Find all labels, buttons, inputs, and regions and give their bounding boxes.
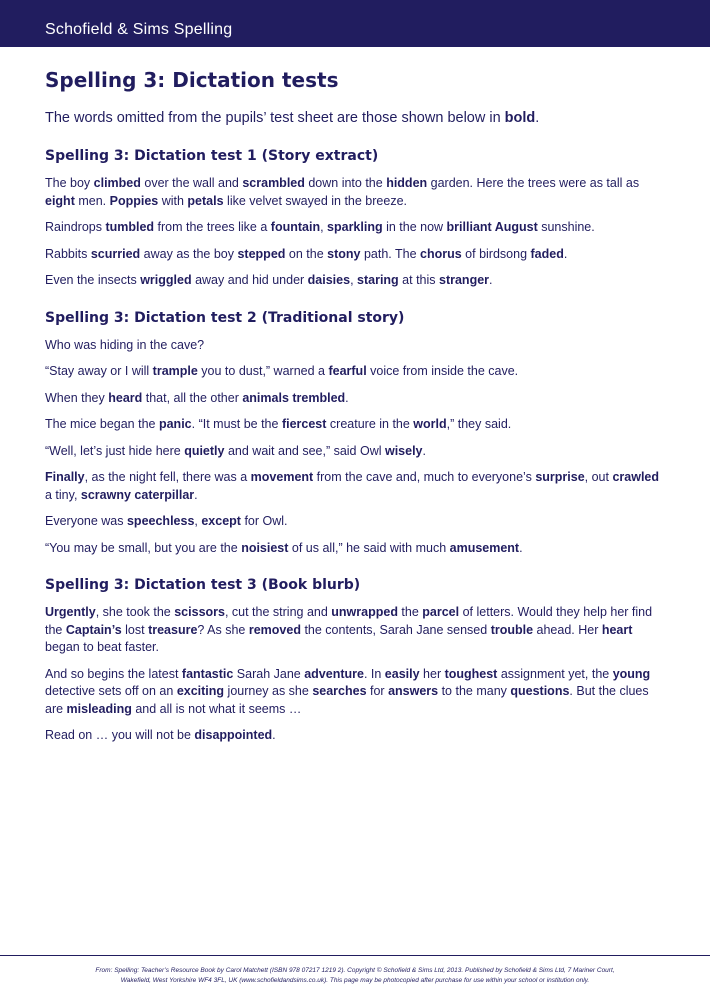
bold-spelling-word: scrambled — [242, 176, 305, 190]
bold-spelling-word: amusement — [449, 540, 520, 555]
bold-spelling-word: fantastic — [181, 666, 234, 681]
bold-spelling-word: movement — [250, 470, 314, 484]
text-run: and wait and see,” said Owl — [224, 443, 385, 458]
text-run: . — [535, 110, 540, 126]
bold-spelling-word: searches — [312, 684, 367, 698]
footer-line-2: Wakefield, West Yorkshire WF4 3FL, UK (www.schofieldandsims.co.uk). This page may be photocopied after purchase for use within your school or institution only. — [120, 977, 590, 984]
bold-spelling-word: brilliant August — [446, 220, 538, 234]
bold-spelling-word: wisely — [384, 443, 423, 458]
text-run: from the trees like a — [154, 220, 271, 234]
text-run: like velvet swayed in the breeze. — [223, 193, 407, 208]
text-run: garden. Here the trees were as tall as — [427, 176, 640, 190]
text-run: with — [158, 193, 188, 208]
footer-line-1: From: Spelling: Teacher’s Resource Book by Carol Matchett (ISBN 978 07217 1219 2). Copyright © Schofield & Sims Ltd, 2013. Published by Schofield & Sims Ltd, 7 Mariner Court, — [95, 967, 615, 974]
bold-spelling-word: disappointed — [194, 728, 273, 742]
bold-spelling-word: bold — [504, 110, 536, 126]
text-run: to the many — [438, 684, 511, 698]
text-run: When they — [45, 390, 109, 405]
bold-spelling-word: daisies — [307, 273, 351, 287]
bold-spelling-word: panic — [158, 417, 192, 431]
bold-spelling-word: stranger — [439, 273, 490, 287]
text-run: in the now — [382, 220, 447, 234]
text-run: , — [320, 220, 328, 234]
text-run: ? As she — [197, 622, 249, 637]
bold-spelling-word: crawled — [612, 470, 660, 484]
dictation-sections — [45, 146, 665, 745]
bold-spelling-word: exciting — [176, 684, 225, 698]
text-run: the — [397, 605, 423, 619]
text-run: Sarah Jane — [233, 666, 305, 681]
bold-spelling-word: Urgently — [45, 605, 96, 619]
text-run: began to beat faster. — [45, 640, 159, 654]
text-run: path. The — [360, 246, 421, 261]
bold-spelling-word: fountain — [270, 220, 321, 234]
bold-spelling-word: petals — [187, 193, 224, 208]
dictation-paragraph — [45, 540, 665, 558]
bold-spelling-word: Poppies — [109, 193, 159, 208]
text-run: you to dust,” warned a — [197, 364, 329, 378]
text-run: for Owl. — [240, 514, 288, 528]
text-run: And so begins the latest — [45, 666, 182, 681]
text-run: of us all,” he said with much — [288, 540, 450, 555]
bold-spelling-word: heart — [601, 622, 633, 637]
dictation-paragraph — [45, 666, 665, 719]
dictation-paragraph — [45, 219, 665, 237]
text-run: The mice began the — [45, 417, 159, 431]
bold-spelling-word: treasure — [148, 622, 198, 637]
bold-spelling-word: sparkling — [327, 220, 383, 234]
dictation-paragraph — [45, 363, 665, 381]
text-run: detective sets off on an — [45, 684, 177, 698]
text-run: ,” they said. — [446, 417, 512, 431]
copyright-footer — [40, 966, 670, 986]
bold-spelling-word: tumbled — [105, 220, 155, 234]
bold-spelling-word: staring — [357, 273, 399, 287]
bold-spelling-word: questions — [510, 684, 570, 698]
bold-spelling-word: quietly — [184, 443, 225, 458]
text-run: assignment yet, the — [497, 666, 613, 681]
text-run: . — [345, 390, 349, 405]
dictation-paragraph — [45, 272, 665, 290]
dictation-paragraph — [45, 175, 665, 210]
text-run: men. — [74, 193, 110, 208]
bold-spelling-word: trample — [152, 364, 198, 378]
text-run: The words omitted from the pupils’ test sheet are those shown below in — [45, 110, 505, 126]
text-run: down into the — [304, 176, 387, 190]
text-run: creature in the — [326, 417, 414, 431]
dictation-paragraph — [45, 416, 665, 434]
text-run: . “It must be the — [191, 417, 282, 431]
bold-spelling-word: unwrapped — [331, 605, 398, 619]
text-run: , — [350, 273, 358, 287]
dictation-paragraph — [45, 469, 665, 504]
text-run: on the — [285, 246, 328, 261]
text-run: from the cave and, much to everyone’s — [313, 470, 536, 484]
text-run: sunshine. — [537, 220, 595, 234]
text-run: The boy — [45, 176, 94, 190]
bold-spelling-word: scrawny caterpillar — [80, 487, 195, 502]
text-run: away and hid under — [191, 273, 308, 287]
bold-spelling-word: climbed — [93, 176, 141, 190]
dictation-paragraph — [45, 246, 665, 264]
text-run: ahead. Her — [533, 622, 602, 637]
dictation-paragraph — [45, 513, 665, 531]
text-run: Rabbits — [45, 246, 91, 261]
bold-spelling-word: stepped — [237, 246, 286, 261]
bold-spelling-word: heard — [108, 390, 143, 405]
bold-spelling-word: misleading — [66, 701, 132, 716]
bold-spelling-word: removed — [248, 622, 301, 637]
text-run: over the wall and — [140, 176, 243, 190]
bold-spelling-word: animals trembled — [242, 390, 346, 405]
text-run: at this — [398, 273, 439, 287]
text-run: lost — [121, 622, 149, 637]
header-bar — [0, 0, 710, 47]
text-run: . — [272, 728, 276, 742]
dictation-paragraph — [45, 727, 665, 745]
dictation-paragraph — [45, 604, 665, 657]
bold-spelling-word: scissors — [174, 605, 225, 619]
bold-spelling-word: speechless — [126, 514, 195, 528]
dictation-paragraph — [45, 390, 665, 408]
text-run: and all is not what it seems … — [131, 701, 302, 716]
bold-spelling-word: stony — [327, 246, 361, 261]
text-run: Who was hiding in the cave? — [45, 337, 205, 352]
text-run: the contents, Sarah Jane sensed — [300, 622, 491, 637]
bold-spelling-word: except — [201, 514, 241, 528]
bold-spelling-word: fiercest — [281, 417, 327, 431]
intro-text — [45, 108, 665, 128]
text-run: Raindrops — [45, 220, 106, 234]
section-heading: Spelling 3: Dictation test 2 (Traditional story) — [45, 309, 405, 326]
text-run: that, all the other — [142, 390, 243, 405]
page-title: Spelling 3: Dictation tests — [45, 68, 339, 92]
text-run: Even the insects — [45, 273, 141, 287]
text-run: . — [194, 487, 198, 502]
text-run: “Well, let’s just hide here — [45, 443, 185, 458]
bold-spelling-word: noisiest — [241, 540, 289, 555]
text-run: Read on … you will not be — [45, 728, 195, 742]
text-run: away as the boy — [140, 246, 238, 261]
text-run: of birdsong — [461, 246, 531, 261]
bold-spelling-word: hidden — [386, 176, 428, 190]
text-run: . — [519, 540, 523, 555]
dictation-paragraph — [45, 443, 665, 461]
bold-spelling-word: adventure — [304, 666, 364, 681]
text-run: , cut the string and — [224, 605, 332, 619]
text-run: . — [422, 443, 426, 458]
bold-spelling-word: surprise — [535, 470, 585, 484]
section-heading: Spelling 3: Dictation test 1 (Story extract) — [45, 148, 379, 164]
text-run: voice from inside the cave. — [366, 364, 519, 378]
section-heading: Spelling 3: Dictation test 3 (Book blurb) — [45, 577, 361, 593]
text-run: . But the clues are — [45, 684, 649, 716]
bold-spelling-word: chorus — [420, 246, 462, 261]
page-content — [45, 66, 665, 754]
bold-spelling-word: easily — [384, 666, 420, 681]
bold-spelling-word: Captain’s — [65, 622, 122, 637]
text-run: . — [489, 273, 493, 287]
publisher-title: Schofield & Sims Spelling — [45, 21, 233, 38]
text-run: of letters. Would they help her find the — [45, 605, 653, 637]
bold-spelling-word: fearful — [328, 364, 367, 378]
text-run: , out — [584, 470, 613, 484]
text-run: , — [194, 514, 202, 528]
bold-spelling-word: eight — [45, 193, 75, 208]
dictation-paragraph — [45, 337, 665, 355]
bold-spelling-word: faded — [530, 246, 564, 261]
text-run: “You may be small, but you are the — [45, 540, 242, 555]
bold-spelling-word: scurried — [90, 246, 141, 261]
bold-spelling-word: answers — [388, 684, 439, 698]
bold-spelling-word: Finally — [45, 470, 85, 484]
text-run: , as the night fell, there was a — [84, 470, 251, 484]
footer-divider — [0, 955, 710, 956]
text-run: , she took the — [95, 605, 175, 619]
text-run: Everyone was — [45, 514, 127, 528]
bold-spelling-word: young — [612, 666, 651, 681]
bold-spelling-word: wriggled — [140, 273, 192, 287]
text-run: . In — [363, 666, 385, 681]
bold-spelling-word: toughest — [444, 666, 498, 681]
text-run: her — [419, 666, 445, 681]
bold-spelling-word: trouble — [490, 622, 534, 637]
bold-spelling-word: world — [413, 417, 447, 431]
text-run: “Stay away or I will — [45, 364, 153, 378]
text-run: for — [366, 684, 389, 698]
bold-spelling-word: parcel — [422, 605, 460, 619]
text-run: . — [563, 246, 568, 261]
text-run: journey as she — [224, 684, 313, 698]
text-run: a tiny, — [45, 487, 81, 502]
